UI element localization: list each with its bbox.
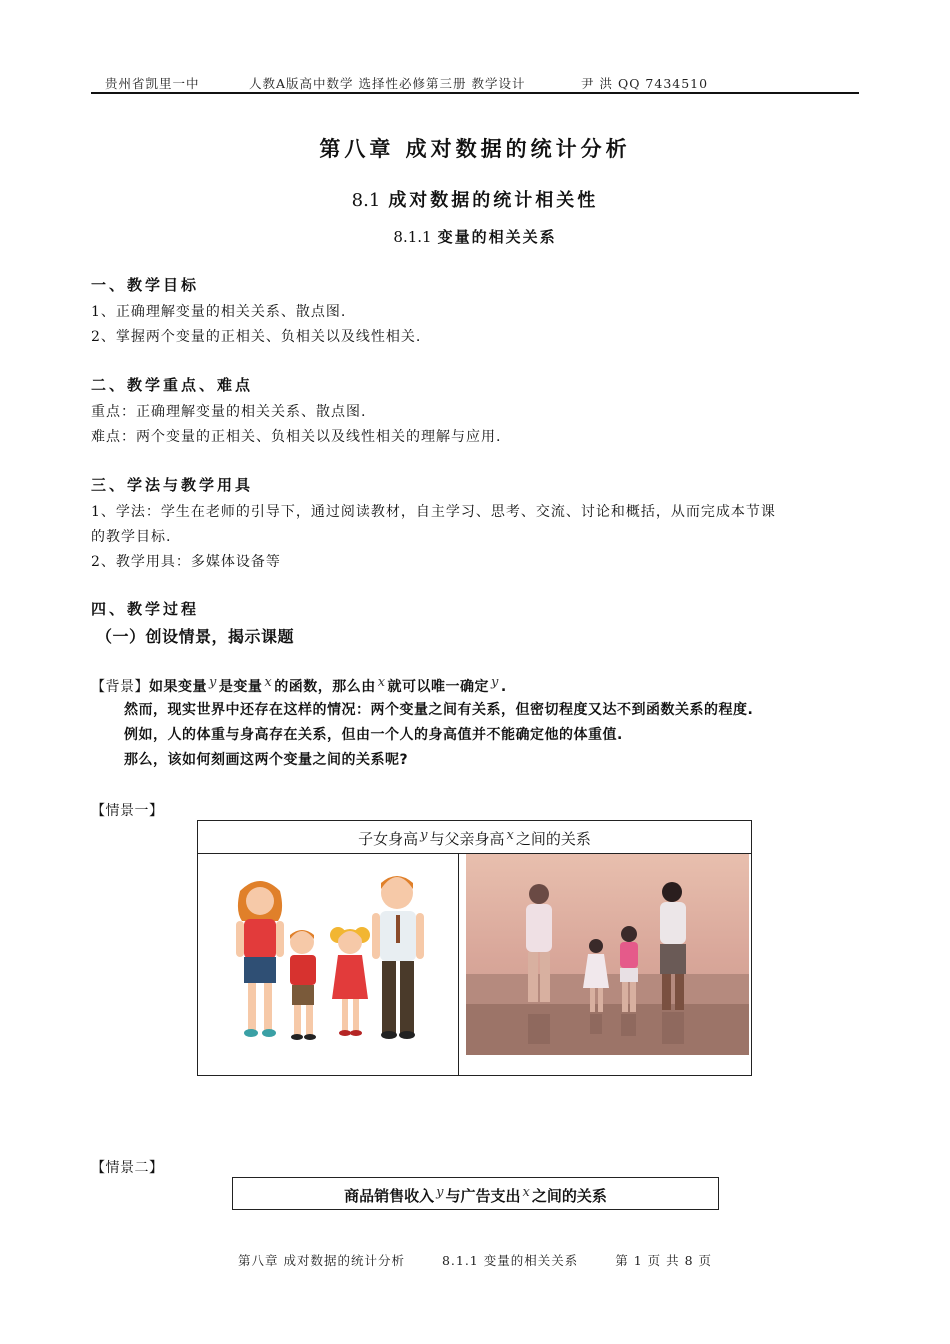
footer-lesson: 8.1.1 变量的相关关系 <box>441 1253 579 1268</box>
scene2-table <box>232 1177 719 1210</box>
scene1-caption <box>198 821 751 854</box>
mother-figure <box>236 881 284 1037</box>
key-point: 重点：正确理解变量的相关关系、散点图. <box>91 404 367 420</box>
scene1-var-y: y <box>420 828 428 843</box>
background-tag: 【背景】 <box>91 679 149 695</box>
subsection-number: 8.1.1 <box>393 228 432 246</box>
scene1-label: 【情景一】 <box>91 803 164 819</box>
footer-chapter: 第八章 成对数据的统计分析 <box>237 1253 405 1268</box>
section-number: 8.1 <box>351 190 381 211</box>
father-figure <box>372 876 424 1039</box>
var-y-2: y <box>491 675 499 690</box>
header-course: 人教A版高中数学 选择性必修第三册 教学设计 <box>249 76 526 91</box>
subsection-name: 变量的相关关系 <box>437 228 557 246</box>
background-paragraph-4: 那么，该如何刻画这两个变量之间的关系呢? <box>124 752 409 768</box>
background-paragraph-1 <box>91 676 507 696</box>
method-item-1a: 1、学法：学生在老师的引导下，通过阅读教材，自主学习、思考、交流、讨论和概括，从而完成本节课 <box>91 504 776 520</box>
scene2-label: 【情景二】 <box>91 1160 164 1176</box>
beach-family-photo <box>466 854 749 1055</box>
goal-item-2: 2、掌握两个变量的正相关、负相关以及线性相关. <box>91 329 422 345</box>
girl-figure <box>330 927 370 1036</box>
section-name: 成对数据的统计相关性 <box>388 190 599 211</box>
scene2-cap-b: 与广告支出 <box>445 1187 521 1205</box>
bg-text-b: 是变量 <box>218 679 263 695</box>
page-header <box>91 72 859 94</box>
bg-text-e: . <box>500 679 507 695</box>
scene2-cap-c: 之间的关系 <box>531 1187 607 1205</box>
difficult-point: 难点：两个变量的正相关、负相关以及线性相关的理解与应用. <box>91 429 502 445</box>
subsection-heading-1: （一）创设情景，揭示课题 <box>96 627 295 646</box>
goal-item-1: 1、正确理解变量的相关关系、散点图. <box>91 304 347 320</box>
scene1-divider <box>458 853 459 1075</box>
section-title <box>0 186 950 212</box>
var-x-2: x <box>377 675 386 690</box>
background-paragraph-2: 然而，现实世界中还存在这样的情况：两个变量之间有关系，但密切程度又达不到函数关系的程度. <box>124 702 754 718</box>
boy-figure <box>290 930 316 1040</box>
background-paragraph-3: 例如，人的体重与身高存在关系，但由一个人的身高值并不能确定他的体重值. <box>124 727 623 743</box>
subsection-title <box>0 226 950 247</box>
family-cartoon-image <box>222 869 442 1069</box>
section3-heading: 三、学法与教学用具 <box>91 476 254 494</box>
page-footer <box>0 1251 950 1269</box>
scene1-cap-a: 子女身高 <box>358 830 419 848</box>
var-y: y <box>209 675 217 690</box>
bg-text-c: 的函数，那么由 <box>274 679 376 695</box>
section4-heading: 四、教学过程 <box>91 600 200 618</box>
scene1-var-x: x <box>506 828 514 843</box>
scene2-var-y: y <box>436 1185 444 1200</box>
section2-heading: 二、教学重点、难点 <box>91 376 254 394</box>
scene2-var-x: x <box>522 1185 530 1200</box>
bg-text-a: 如果变量 <box>149 679 207 695</box>
scene1-table <box>197 820 752 1076</box>
method-item-1b: 的教学目标. <box>91 529 172 545</box>
scene1-cap-b: 与父亲身高 <box>429 830 505 848</box>
section1-heading: 一、教学目标 <box>91 276 200 294</box>
scene2-cap-a: 商品销售收入 <box>344 1187 435 1205</box>
scene1-cap-c: 之间的关系 <box>515 830 591 848</box>
chapter-title: 第八章 成对数据的统计分析 <box>319 136 631 161</box>
header-school: 贵州省凯里一中 <box>105 76 200 91</box>
footer-page: 第 1 页 共 8 页 <box>615 1253 712 1268</box>
bg-text-d: 就可以唯一确定 <box>387 679 490 695</box>
header-author: 尹 洪 QQ 7434510 <box>581 76 709 91</box>
method-item-2: 2、教学用具：多媒体设备等 <box>91 554 281 570</box>
var-x: x <box>264 675 273 690</box>
